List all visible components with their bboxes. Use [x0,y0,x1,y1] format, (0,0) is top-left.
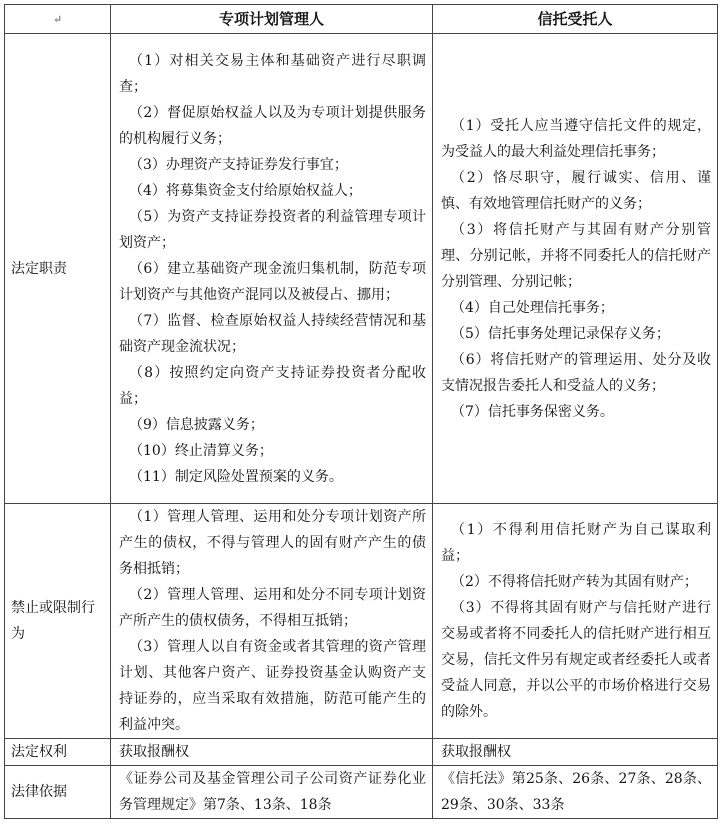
col1-cell [111,34,433,504]
corner-cell [5,5,111,34]
cell-paragraph: （4）自己处理信托事务； [451,299,614,316]
cell-paragraph: （7）监督、检查原始权益人持续经营情况和基础资产现金流状况； [119,312,426,355]
col1-cell [111,766,433,819]
corner-mark: ↵ [52,13,63,26]
col2-cell [433,766,718,819]
cell-paragraph: （6）将信托财产的管理运用、处分及收支情况报告委托人和受益人的义务； [441,351,711,394]
cell-paragraph: （1）对相关交易主体和基础资产进行尽职调查； [119,52,426,95]
row-label-text: 法定职责 [11,260,67,277]
comparison-table [4,4,718,819]
row-legal-basis [5,766,718,819]
col1-cell [111,504,433,739]
row-label-text: 禁止或限制行为 [11,600,95,642]
row-label-text: 法定权利 [11,744,67,760]
cell-paragraph: （1）受托人应当遵守信托文件的规定，为受益人的最大利益处理信托事务； [441,117,711,160]
cell-paragraph: （10）终止清算义务； [129,442,273,459]
row-label-text: 法律依据 [11,784,67,800]
cell-paragraph: （5）为资产支持证券投资者的利益管理专项计划资产； [119,208,426,251]
row-label [5,766,111,819]
col2-header [433,5,718,34]
cell-paragraph: （9）信息披露义务； [129,416,264,433]
cell-paragraph: 《证券公司及基金管理公司子公司资产证券化业务管理规定》第7条、13条、18条 [119,771,426,813]
cell-paragraph: （6）建立基础资产现金流归集机制，防范专项计划资产与其他资产混同以及被侵占、挪用； [119,260,426,303]
cell-paragraph: （2）管理人管理、运用和处分不同专项计划资产所产生的债权债务，不得相互抵销； [119,587,426,629]
row-label [5,504,111,739]
row-label [5,34,111,504]
cell-paragraph: （11）制定风险处置预案的义务。 [129,468,343,485]
col2-cell [433,739,718,766]
cell-paragraph: （8）按照约定向资产支持证券投资者分配收益； [119,364,426,407]
col2-cell [433,504,718,739]
cell-paragraph: （2）督促原始权益人以及为专项计划提供服务的机构履行义务； [119,104,426,147]
cell-paragraph: （2）不得将信托财产转为其固有财产； [451,574,698,590]
header-row [5,5,718,34]
cell-paragraph: 获取报酬权 [441,744,511,760]
cell-paragraph: （1）不得利用信托财产为自己谋取利益； [441,522,711,564]
cell-paragraph: （3）不得将其固有财产与信托财产进行交易或者将不同委托人的信托财产进行相互交易，信托文件另有规定或者经委托人或者受益人同意，并以公平的市场价格进行交易的除外。 [441,600,711,720]
cell-paragraph: （2）恪尽职守，履行诚实、信用、谨慎、有效地管理信托财产的义务； [441,169,711,212]
col1-cell [111,739,433,766]
row-rights [5,739,718,766]
row-label [5,739,111,766]
row-prohibited [5,504,718,739]
col2-title: 信托受托人 [537,10,613,28]
cell-paragraph: 《信托法》第25条、26条、27条、28条、29条、30条、33条 [441,771,711,813]
cell-paragraph: 获取报酬权 [119,744,189,760]
cell-paragraph: （4）将募集资金支付给原始权益人； [129,182,362,199]
cell-paragraph: （7）信托事务保密义务。 [451,403,614,420]
col1-header [111,5,433,34]
cell-paragraph: （3）办理资产支持证券发行事宜； [129,156,348,173]
cell-paragraph: （3）管理人以自有资金或者其管理的资产管理计划、其他客户资产、证券投资基金认购资产支持证券的，应当采取有效措施，防范可能产生的利益冲突。 [119,639,426,733]
row-duties [5,34,718,504]
cell-paragraph: （1）管理人管理、运用和处分专项计划资产所产生的债权，不得与管理人的固有财产产生的债务相抵销； [119,509,426,577]
cell-paragraph: （3）将信托财产与其固有财产分别管理、分别记帐，并将不同委托人的信托财产分别管理、分别记帐； [441,221,711,290]
col1-title: 专项计划管理人 [218,10,324,28]
col2-cell [433,34,718,504]
cell-paragraph: （5）信托事务处理记录保存义务； [451,325,670,342]
